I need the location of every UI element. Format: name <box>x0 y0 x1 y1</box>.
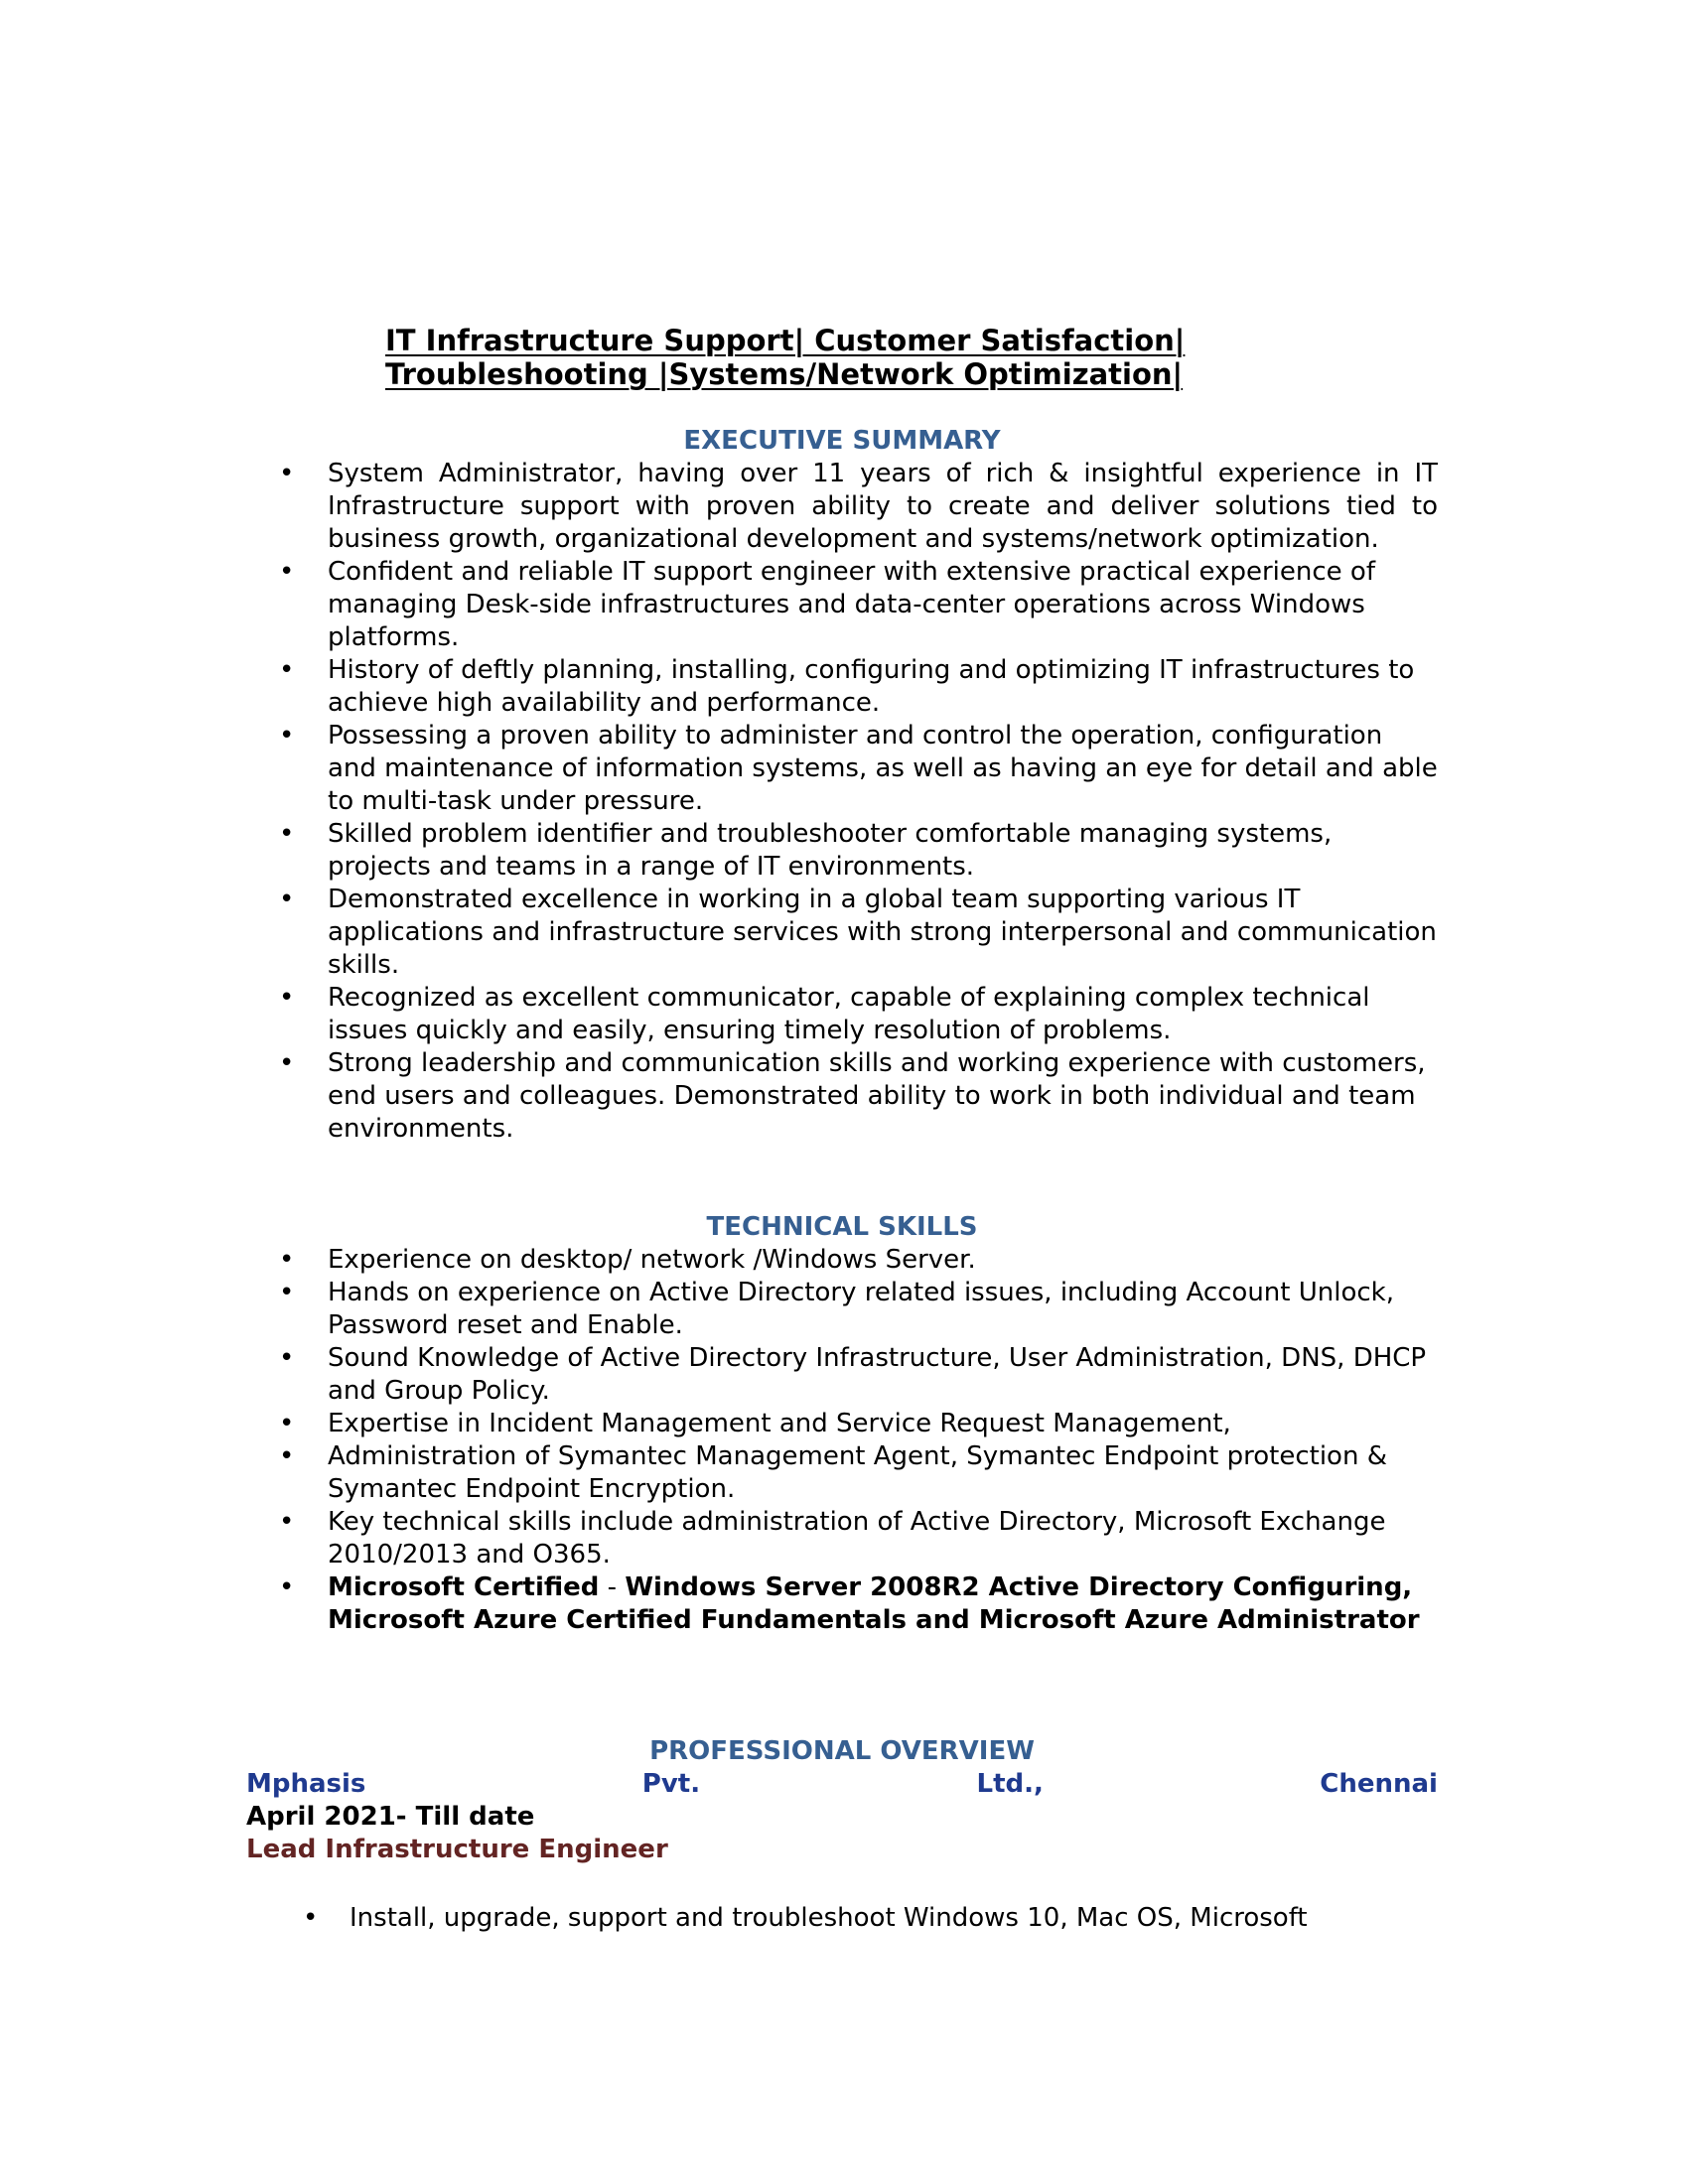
company-word: Ltd., <box>976 1769 1044 1799</box>
list-item-text: System Administrator, having over 11 years of rich & insightful experience in IT Infrastructure support with proven ability to create and deliver solutions tied to business growth, organizational development and systems/network optimization. <box>328 459 1438 554</box>
list-item-text: Demonstrated excellence in working in a global team supporting various IT applications and infrastructure services with strong interpersonal and communication skills. <box>328 885 1437 980</box>
list-item-text: Key technical skills include administration of Active Directory, Microsoft Exchange 2010/2013 and O365. <box>328 1507 1386 1570</box>
section-heading-executive-summary: EXECUTIVE SUMMARY <box>683 426 1001 456</box>
list-item-text: Expertise in Incident Management and Service Request Management, <box>328 1409 1231 1438</box>
bullet-icon: • <box>279 557 295 587</box>
list-item <box>246 556 1438 654</box>
list-item-text: Sound Knowledge of Active Directory Infrastructure, User Administration, DNS, DHCP and Group Policy. <box>328 1343 1427 1406</box>
bullet-icon: • <box>279 721 295 751</box>
bullet-icon: • <box>279 885 295 914</box>
certification-details: Windows Server 2008R2 Active Directory Configuring, Microsoft Azure Certified Fundamentals and Microsoft Azure Administrator <box>328 1572 1420 1635</box>
certification-label: Microsoft Certified <box>328 1572 600 1602</box>
list-item <box>246 458 1438 556</box>
list-item-text: Confident and reliable IT support engineer with extensive practical experience of managing Desk-side infrastructures and data-center operations across Windows platforms. <box>328 557 1375 652</box>
list-item <box>246 654 1438 720</box>
list-item-text: Recognized as excellent communicator, capable of explaining complex technical issues quickly and easily, ensuring timely resolution of problems. <box>328 983 1370 1045</box>
list-item <box>246 1506 1438 1571</box>
list-item-text: Install, upgrade, support and troubleshoot Windows 10, Mac OS, Microsoft <box>350 1903 1308 1933</box>
bullet-icon: • <box>279 1409 295 1438</box>
section-heading-technical-skills: TECHNICAL SKILLS <box>706 1212 978 1242</box>
bullet-icon: • <box>279 1343 295 1373</box>
company-line <box>246 1768 1438 1801</box>
technical-skills-list <box>246 1244 1438 1637</box>
bullet-icon: • <box>279 819 295 849</box>
certification-separator: - <box>599 1572 626 1602</box>
list-item-text: Strong leadership and communication skills and working experience with customers, end users and colleagues. Demonstrated ability to work in both individual and team environments. <box>328 1048 1426 1144</box>
list-item <box>246 1440 1438 1506</box>
bullet-icon: • <box>279 1441 295 1471</box>
list-item-text: Possessing a proven ability to administer and control the operation, configuration and maintenance of information systems, as well as having an eye for detail and able to multi-task under pressure. <box>328 721 1438 816</box>
list-item-text: Administration of Symantec Management Agent, Symantec Endpoint protection & Symantec Endpoint Encryption. <box>328 1441 1387 1504</box>
list-item-text: History of deftly planning, installing, configuring and optimizing IT infrastructures to achieve high availability and performance. <box>328 655 1415 718</box>
headline-line-1: IT Infrastructure Support| Customer Satisfaction| <box>385 324 1186 357</box>
section-heading-professional-overview: PROFESSIONAL OVERVIEW <box>649 1736 1035 1766</box>
list-item <box>246 884 1438 982</box>
list-item <box>246 1277 1438 1342</box>
executive-summary-list <box>246 458 1438 1146</box>
bullet-icon: • <box>279 1048 295 1078</box>
list-item <box>246 1408 1438 1440</box>
bullet-icon: • <box>303 1903 319 1933</box>
bullet-icon: • <box>279 1572 295 1602</box>
list-item <box>246 1244 1438 1277</box>
list-item-text: Hands on experience on Active Directory related issues, including Account Unlock, Password reset and Enable. <box>328 1278 1394 1340</box>
list-item <box>246 818 1438 884</box>
bullet-icon: • <box>279 1278 295 1307</box>
list-item-text: Experience on desktop/ network /Windows Server. <box>328 1245 976 1275</box>
job-responsibilities-list <box>246 1902 1438 1935</box>
bullet-icon: • <box>279 1245 295 1275</box>
company-location: Chennai <box>1320 1769 1438 1799</box>
list-item <box>246 1047 1438 1146</box>
headline-title <box>385 324 1309 391</box>
bullet-icon: • <box>279 983 295 1013</box>
list-item <box>246 1342 1438 1408</box>
company-word: Mphasis <box>246 1769 366 1799</box>
bullet-icon: • <box>279 459 295 488</box>
certification-text <box>328 1571 1438 1637</box>
job-role: Lead Infrastructure Engineer <box>246 1835 668 1864</box>
list-item-certification <box>246 1571 1438 1637</box>
headline-line-2: Troubleshooting |Systems/Network Optimization| <box>385 357 1184 391</box>
list-item <box>246 1902 1438 1935</box>
list-item <box>246 982 1438 1047</box>
list-item-text: Skilled problem identifier and troubleshooter comfortable managing systems, projects and teams in a range of IT environments. <box>328 819 1333 882</box>
list-item <box>246 720 1438 818</box>
employment-dates: April 2021- Till date <box>246 1802 535 1832</box>
bullet-icon: • <box>279 655 295 685</box>
bullet-icon: • <box>279 1507 295 1537</box>
company-word: Pvt. <box>641 1769 701 1799</box>
